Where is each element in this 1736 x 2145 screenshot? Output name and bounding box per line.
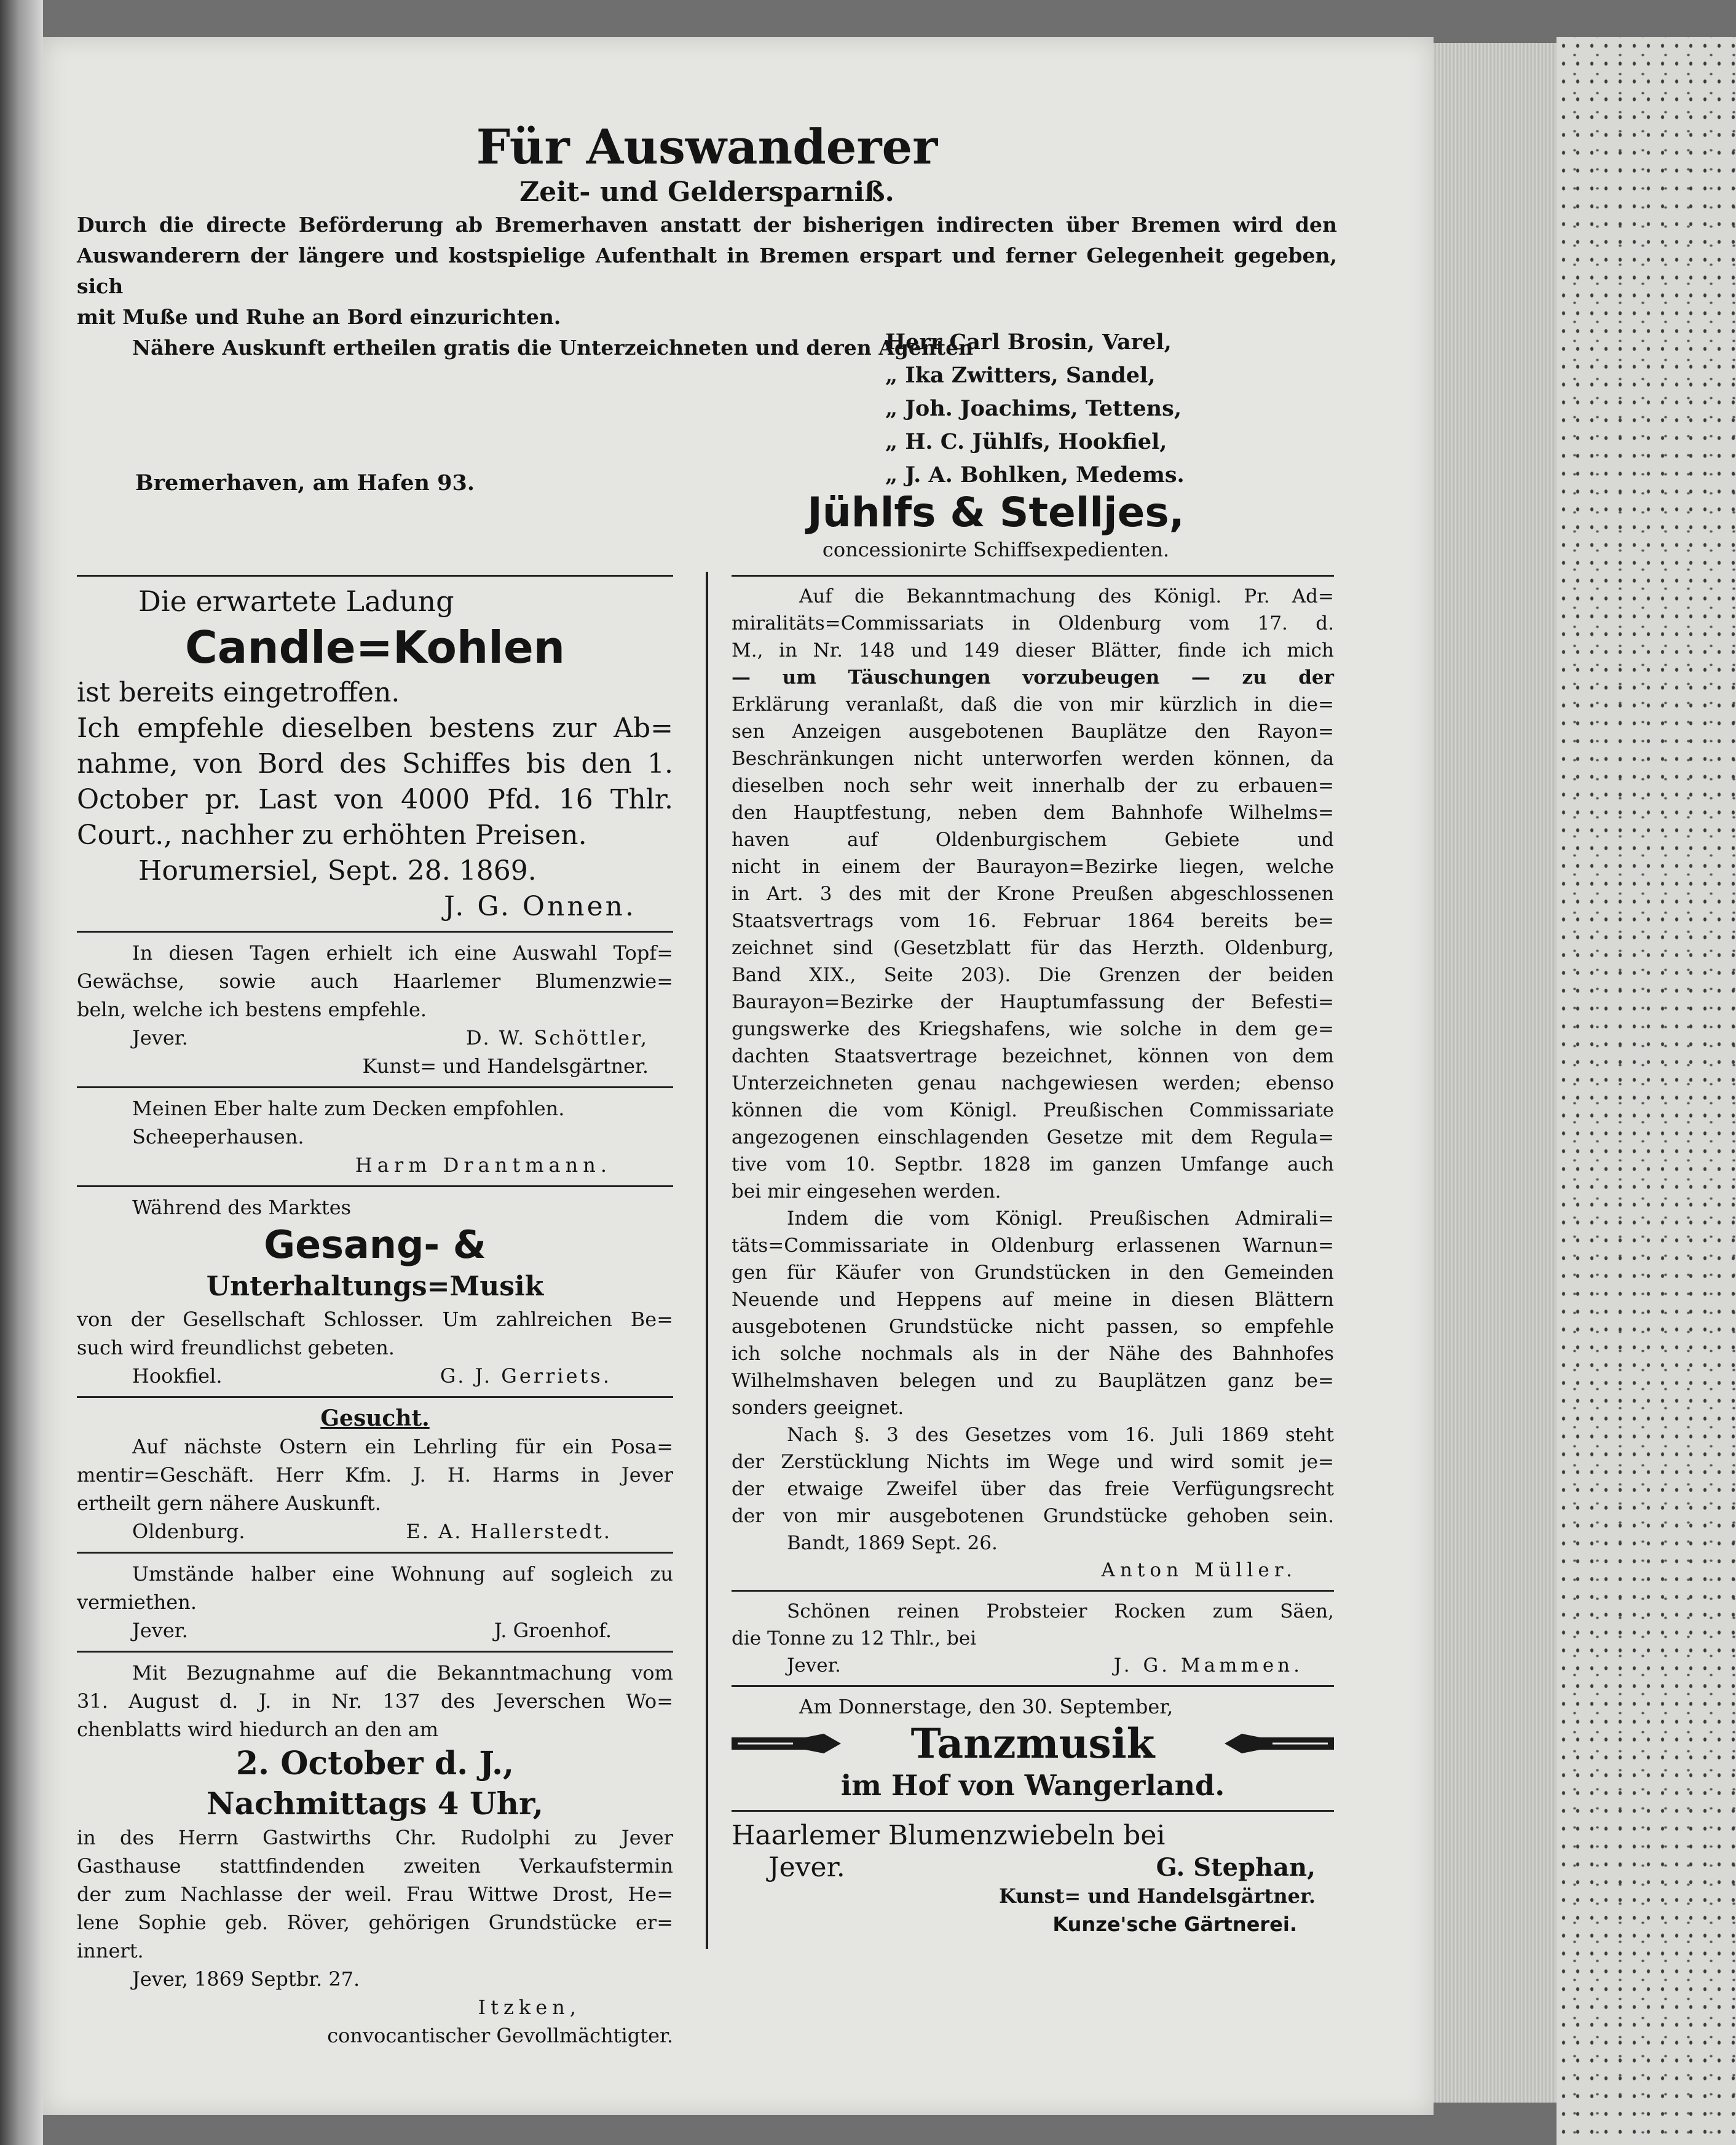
divider — [77, 931, 673, 933]
mueller-line: — um Täuschungen vorzubeugen — zu der — [732, 666, 1334, 689]
mueller-line: miralitäts=Commissariats in Oldenburg vom 17. d. — [732, 612, 1334, 634]
markt-ad — [77, 1193, 673, 1390]
tanz-title: Tanzmusik — [910, 1720, 1155, 1768]
mueller-line: Band XIX., Seite 203). Die Grenzen der beiden — [732, 964, 1334, 986]
mueller-line: Staatsvertrags vom 16. Februar 1864 bereits be= — [732, 910, 1334, 932]
ad-line: mit Muße und Ruhe an Bord einzurichten. — [77, 305, 561, 329]
divider — [77, 1185, 673, 1187]
verkauf-line: innert. — [77, 1939, 144, 1962]
topf-sign2: Kunst= und Handelsgärtner. — [362, 1054, 649, 1078]
mueller-line: können die vom Königl. Preußischen Commissariate — [732, 1099, 1334, 1121]
mueller-line: Baurayon=Bezirke der Hauptumfassung der Befesti= — [732, 991, 1334, 1013]
mueller-line: gen für Käufer von Grundstücken in den Gemeinden — [732, 1262, 1334, 1284]
rocken-line: die Tonne zu 12 Thlr., bei — [732, 1627, 977, 1649]
mueller-line: Indem die vom Königl. Preußischen Admirali= — [787, 1207, 1334, 1230]
candle-line: nahme, von Bord des Schiffes bis den 1. — [77, 748, 673, 780]
candle-ad — [77, 583, 673, 925]
topf-sign: D. W. Schöttler, — [465, 1026, 649, 1049]
mueller-line: der von mir ausgebotenen Grundstücke gehoben sein. — [732, 1505, 1334, 1527]
candle-title: Candle=Kohlen — [184, 622, 566, 673]
mueller-line: Neuende und Heppens auf meine in diesen Blättern — [732, 1289, 1334, 1311]
mueller-line: nicht in einem der Baurayon=Bezirke liegen, welche — [732, 856, 1334, 878]
divider — [732, 1685, 1334, 1687]
mueller-line: der etwaige Zweifel über das freie Verfügungsrecht — [732, 1478, 1334, 1500]
candle-line: ist bereits eingetroffen. — [77, 677, 400, 708]
gesucht-sign: E. A. Hallerstedt. — [406, 1520, 612, 1543]
tanz-sub: im Hof von Wangerland. — [840, 1769, 1225, 1802]
eber-line: Meinen Eber halte zum Decken empfohlen. — [132, 1097, 565, 1120]
verkauf-line: der zum Nachlasse der weil. Frau Wittwe Drost, He= — [77, 1882, 673, 1906]
agents-list — [885, 326, 1316, 492]
mueller-line: dieselben noch sehr weit innerhalb der zu erbauen= — [732, 775, 1334, 797]
verkauf-place: Jever, 1869 Septbr. 27. — [132, 1967, 360, 1991]
stephan-sign3: Kunze'sche Gärtnerei. — [1052, 1913, 1297, 1936]
wohnung-sign: J. Groenhof. — [494, 1619, 612, 1642]
mueller-line: sonders geeignet. — [732, 1397, 904, 1419]
topf-line: In diesen Tagen erhielt ich eine Auswahl Topf= — [132, 941, 673, 965]
wohnung-line: vermiethen. — [77, 1590, 197, 1614]
rocken-place: Jever. — [787, 1654, 841, 1677]
stephan-place: Jever. — [768, 1852, 845, 1883]
eber-line: Scheeperhausen. — [132, 1125, 304, 1148]
mueller-line: Auf die Bekanntmachung des Königl. Pr. Ad= — [799, 585, 1334, 607]
agent: „ J. A. Bohlken, Medems. — [885, 462, 1185, 488]
topf-ad — [77, 939, 673, 1080]
mueller-line: zeichnet sind (Gesetzblatt für das Herzth. Oldenburg, — [732, 937, 1334, 959]
speckled-cover — [1556, 37, 1736, 2145]
divider — [732, 1810, 1334, 1812]
ad-place: Bremerhaven, am Hafen 93. — [135, 470, 475, 496]
divider — [77, 575, 673, 577]
mueller-line: bei mir eingesehen werden. — [732, 1180, 1001, 1203]
page-edges — [1434, 43, 1556, 2103]
ad-line: Nähere Auskunft ertheilen gratis die Unterzeichneten und deren Agenten — [132, 336, 974, 360]
mueller-line: in Art. 3 des mit der Krone Preußen abgeschlossenen — [732, 883, 1334, 905]
mueller-line: Nach §. 3 des Gesetzes vom 16. Juli 1869 steht — [787, 1424, 1334, 1446]
mueller-line: Wilhelmshaven belegen und zu Bauplätzen ganz be= — [732, 1370, 1334, 1392]
gesucht-place: Oldenburg. — [132, 1520, 245, 1543]
ad-line: Auswanderern der längere und kostspielige Aufenthalt in Bremen erspart und ferner Gelegenheit gegeben, sich — [77, 243, 1337, 298]
divider — [732, 1590, 1334, 1592]
verkauf-line: 31. August d. J. in Nr. 137 des Jeverschen Wo= — [77, 1689, 673, 1713]
mueller-place: Bandt, 1869 Sept. 26. — [787, 1532, 998, 1554]
verkauf-line: in des Herrn Gastwirths Chr. Rudolphi zu Jever — [77, 1826, 673, 1849]
divider — [77, 1651, 673, 1653]
mueller-line: M., in Nr. 148 und 149 dieser Blätter, finde ich mich — [732, 639, 1334, 662]
candle-sign: J. G. Onnen. — [444, 891, 636, 922]
firm-name: Jühlfs & Stelljes, — [807, 489, 1185, 536]
mueller-line: Beschränkungen nicht unterworfen werden können, da — [732, 748, 1334, 770]
tanz-intro: Am Donnerstage, den 30. September, — [799, 1695, 1174, 1718]
stephan-sign: G. Stephan, — [1156, 1853, 1316, 1882]
topf-line: beln, welche ich bestens empfehle. — [77, 998, 427, 1021]
verkauf-line: lene Sophie geb. Röver, gehörigen Grundstücke er= — [77, 1911, 673, 1934]
ad-line: Durch die directe Beförderung ab Bremerhaven anstatt der bisherigen indirecten über Bremen wird den — [77, 213, 1337, 237]
firm-sub: concessionirte Schiffsexpedienten. — [822, 538, 1170, 561]
mueller-ad — [732, 583, 1334, 1584]
mueller-line: ich solche nochmals als in der Nähe des Bahnhofes — [732, 1343, 1334, 1365]
agent: „ Ika Zwitters, Sandel, — [885, 363, 1156, 388]
candle-intro: Die erwartete Ladung — [138, 585, 454, 618]
verkauf-ad — [77, 1659, 673, 2050]
topf-line: Gewächse, sowie auch Haarlemer Blumenzwie= — [77, 970, 673, 993]
agent: Herr Carl Brosin, Varel, — [885, 330, 1172, 355]
topf-place: Jever. — [132, 1026, 188, 1049]
candle-line: Court., nachher zu erhöhten Preisen. — [77, 820, 587, 851]
mueller-line: dachten Staatsvertrage bezeichnet, können von dem — [732, 1045, 1334, 1067]
markt-place: Hookfiel. — [132, 1364, 223, 1388]
mueller-line: ausgebotenen Grundstücke nicht passen, so empfehle — [732, 1316, 1334, 1338]
eber-ad — [77, 1094, 673, 1179]
mueller-sign: Anton Müller. — [1101, 1559, 1297, 1581]
column-divider — [706, 572, 708, 1949]
stephan-line: Haarlemer Blumenzwiebeln bei — [732, 1820, 1166, 1851]
verkauf-time: Nachmittags 4 Uhr, — [206, 1785, 544, 1822]
markt-title: Gesang- & — [264, 1222, 486, 1267]
verkauf-line: Mit Bezugnahme auf die Bekanntmachung vom — [132, 1661, 673, 1685]
gesucht-ad — [77, 1404, 673, 1546]
mueller-line: der Zerstücklung Nichts im Wege und wird somit je= — [732, 1451, 1334, 1473]
mueller-line: Erklärung veranlaßt, daß die von mir kürzlich in die= — [732, 693, 1334, 716]
ad-subtitle: Zeit- und Geldersparniß. — [519, 176, 894, 208]
left-column — [77, 569, 673, 2050]
rocken-line: Schönen reinen Probsteier Rocken zum Säen, — [787, 1600, 1334, 1622]
rocken-sign: J. G. Mammen. — [1113, 1654, 1303, 1677]
pointing-hand-icon — [1223, 1731, 1334, 1756]
stephan-sign2: Kunst= und Handelsgärtner. — [998, 1884, 1316, 1908]
wohnung-ad — [77, 1560, 673, 1645]
verkauf-sign: Itzken, — [478, 1996, 581, 2019]
gesucht-line: ertheilt gern nähere Auskunft. — [77, 1491, 381, 1515]
markt-intro: Während des Marktes — [132, 1196, 352, 1219]
tanz-ad — [732, 1693, 1334, 1804]
candle-line: October pr. Last von 4000 Pfd. 16 Thlr. — [77, 784, 673, 815]
markt-title2: Unterhaltungs=Musik — [206, 1271, 544, 1302]
agent: „ Joh. Joachims, Tettens, — [885, 396, 1182, 421]
candle-place: Horumersiel, Sept. 28. 1869. — [138, 855, 537, 887]
divider — [77, 1552, 673, 1554]
wohnung-place: Jever. — [132, 1619, 188, 1642]
verkauf-date: 2. October d. J., — [235, 1745, 515, 1782]
divider — [77, 1086, 673, 1088]
right-column — [732, 569, 1334, 1938]
mueller-line: Unterzeichneten genau nachgewiesen werden; ebenso — [732, 1072, 1334, 1094]
gesucht-title: Gesucht. — [320, 1405, 430, 1431]
pointing-hand-icon — [732, 1731, 842, 1756]
verkauf-line: Gasthause stattfindenden zweiten Verkaufstermin — [77, 1854, 673, 1878]
gesucht-line: mentir=Geschäft. Herr Kfm. J. H. Harms in Jever — [77, 1463, 673, 1487]
divider — [77, 1396, 673, 1398]
mueller-line: täts=Commissariate in Oldenburg erlassenen Warnun= — [732, 1234, 1334, 1257]
markt-sign: G. J. Gerriets. — [440, 1364, 612, 1388]
verkauf-line: chenblatts wird hiedurch an den am — [77, 1718, 439, 1741]
stephan-ad — [732, 1818, 1334, 1938]
divider — [732, 575, 1334, 577]
mueller-line: tive vom 10. Septbr. 1828 im ganzen Umfange auch — [732, 1153, 1334, 1175]
gesucht-line: Auf nächste Ostern ein Lehrling für ein Posa= — [132, 1435, 673, 1458]
rocken-ad — [732, 1598, 1334, 1679]
ad-title: Für Auswanderer — [476, 119, 938, 175]
mueller-line: gungswerke des Kriegshafens, wie solche in dem ge= — [732, 1018, 1334, 1040]
verkauf-sign2: convocantischer Gevollmächtigter. — [327, 2024, 673, 2047]
mueller-line: sen Anzeigen ausgebotenen Bauplätze den Rayon= — [732, 721, 1334, 743]
mueller-line: haven auf Oldenburgischem Gebiete und — [732, 829, 1334, 851]
wohnung-line: Umstände halber eine Wohnung auf sogleich zu — [132, 1562, 673, 1586]
markt-line: von der Gesellschaft Schlosser. Um zahlreichen Be= — [77, 1308, 673, 1331]
candle-line: Ich empfehle dieselben bestens zur Ab= — [77, 713, 673, 744]
book-spine — [0, 0, 43, 2145]
eber-sign: Harm Drantmann. — [355, 1153, 612, 1177]
mueller-line: den Hauptfestung, neben dem Bahnhofe Wilhelms= — [732, 802, 1334, 824]
mueller-line: angezogenen einschlagenden Gesetze mit dem Regula= — [732, 1126, 1334, 1148]
markt-line: such wird freundlichst gebeten. — [77, 1336, 395, 1359]
agent: „ H. C. Jühlfs, Hookfiel, — [885, 429, 1167, 454]
